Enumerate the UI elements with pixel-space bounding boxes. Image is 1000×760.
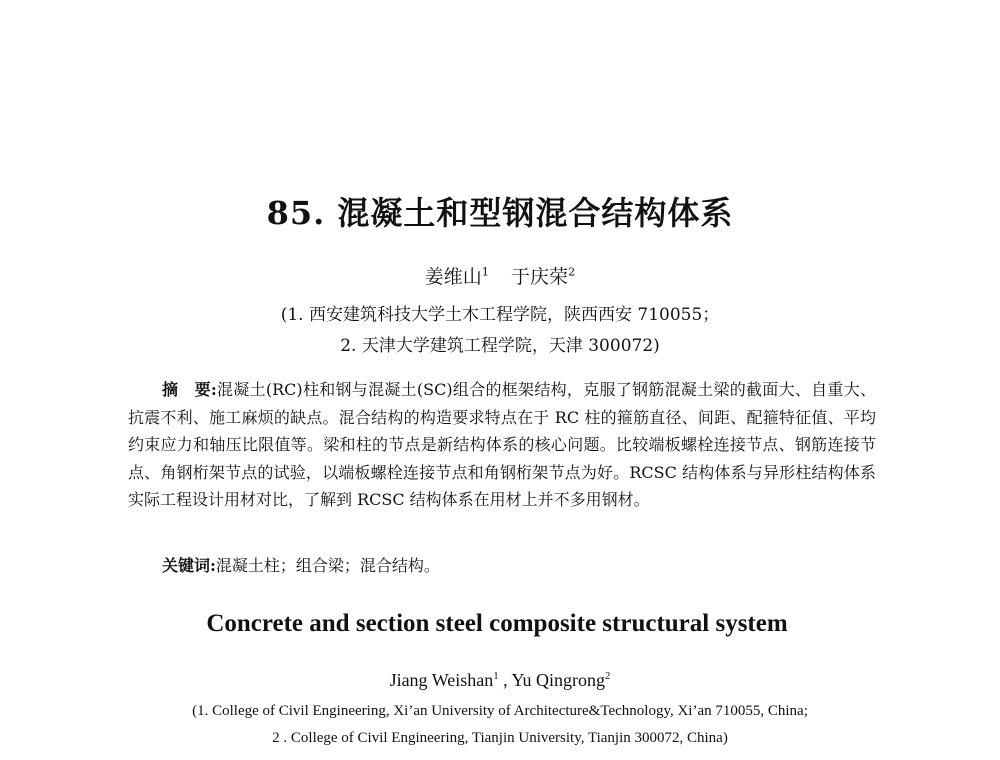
abstract-text: 混凝土(RC)柱和钢与混凝土(SC)组合的框架结构，克服了钢筋混凝土梁的截面大、自重大、抗震不利、施工麻烦的缺点。混合结构的构造要求特点在于 RC 柱的箍筋直径、间距、配箍特征值、平均约束应力和轴压比限值等。梁和柱的节点是新结构体系的核心问题。比较端板螺栓连接节点、钢筋连接节点、角钢桁架节点的试验，以端板螺栓连接节点和角钢桁架节点为好。RCSC 结构体系与异形柱结构体系实际工程设计用材对比，了解到 RCSC 结构体系在用材上并不多用钢材。: [128, 380, 876, 509]
keywords-label: 关键词:: [162, 556, 216, 575]
paper-title-en: Concrete and section steel composite structural system: [206, 610, 788, 637]
affiliation-en-2: 2 . College of Civil Engineering, Tianjin University, Tianjin 300072, China): [272, 730, 728, 746]
paper-title-cn: 85. 混凝土和型钢混合结构体系: [266, 194, 734, 232]
author-2-cn: 于庆荣: [511, 266, 569, 288]
affiliation-en-1: (1. College of Civil Engineering, Xi’an University of Architecture&Technology, Xi’an 710055, China;: [192, 703, 808, 719]
keywords-cn: [162, 553, 440, 576]
author-separator: ,: [498, 670, 512, 690]
abstract-label: 摘 要:: [162, 380, 217, 399]
author-1-cn: 姜维山: [424, 266, 482, 288]
affiliation-cn-1: (1. 西安建筑科技大学土木工程学院，陕西西安 710055；: [280, 305, 720, 325]
authors-en: [0, 670, 1000, 691]
author-2-en-sup: 2: [605, 670, 611, 682]
author-1-en-sup: 1: [493, 670, 499, 682]
author-1-cn-sup: 1: [481, 264, 489, 279]
author-1-en: Jiang Weishan: [389, 670, 494, 690]
keywords-text: 混凝土柱；组合梁；混合结构。: [215, 556, 440, 575]
author-2-cn-sup: 2: [568, 264, 576, 279]
author-2-en: Yu Qingrong: [511, 670, 606, 690]
authors-cn: [0, 262, 1000, 289]
abstract-cn: [128, 376, 876, 514]
affiliation-cn-2: 2. 天津大学建筑工程学院，天津 300072): [340, 336, 660, 356]
